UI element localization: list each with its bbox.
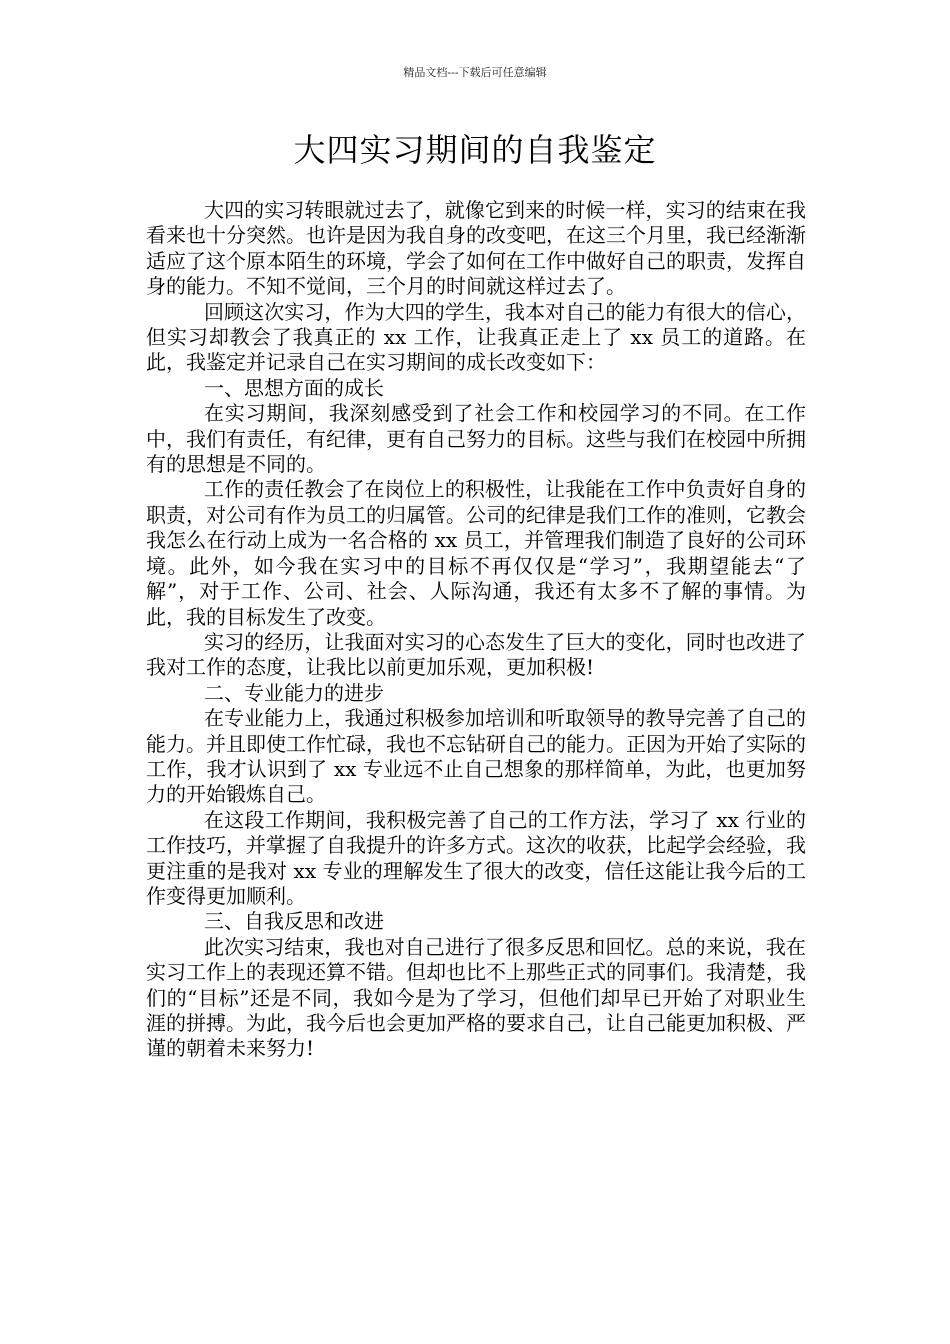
- document-body: [146, 198, 806, 1062]
- paragraph: 此次实习结束，我也对自己进行了很多反思和回忆。总的来说，我在实习工作上的表现还算不错。但却也比不上那些正式的同事们。我清楚，我们的“目标”还是不同，我如今是为了学习，但他们却早已开始了对职业生涯的拼搏。为此，我今后也会更加严格的要求自己，让自己能更加积极、严谨的朝着未来努力!: [146, 934, 806, 1061]
- section-heading: 二、专业能力的进步: [204, 680, 384, 705]
- header-note: 精品文档---下载后可任意编辑: [403, 66, 547, 79]
- paragraph: 在实习期间，我深刻感受到了社会工作和校园学习的不同。在工作中，我们有责任，有纪律，更有自己努力的目标。这些与我们在校园中所拥有的思想是不同的。: [146, 401, 806, 477]
- paragraph: 在这段工作期间，我积极完善了自己的工作方法，学习了 xx 行业的工作技巧，并掌握了自我提升的许多方式。这次的收获，比起学会经验，我更注重的是我对 xx 专业的理解发生了很大的改变，信任这能让我今后的工作变得更加顺利。: [146, 807, 806, 908]
- paragraph: 工作的责任教会了在岗位上的积极性，让我能在工作中负责好自身的职责，对公司有作为员工的归属管。公司的纪律是我们工作的准则，它教会我怎么在行动上成为一名合格的 xx 员工，并管理我们制造了良好的公司环境。此外，如今我在实习中的目标不再仅仅是“学习”，我期望能去“了解”，对于工作、公司、社会、人际沟通，我还有太多不了解的事情。为此，我的目标发生了改变。: [146, 477, 806, 629]
- section-heading: 三、自我反思和改进: [204, 909, 384, 934]
- paragraph: 实习的经历，让我面对实习的心态发生了巨大的变化，同时也改进了我对工作的态度，让我比以前更加乐观，更加积极!: [146, 629, 806, 680]
- section-heading: 一、思想方面的成长: [204, 375, 384, 400]
- paragraph: 在专业能力上，我通过积极参加培训和听取领导的教导完善了自己的能力。并且即使工作忙碌，我也不忘钻研自己的能力。正因为开始了实际的工作，我才认识到了 xx 专业远不止自己想象的那样简单，为此，也更加努力的开始锻炼自己。: [146, 706, 806, 807]
- document-title: 大四实习期间的自我鉴定: [293, 131, 657, 169]
- paragraph: 大四的实习转眼就过去了，就像它到来的时候一样，实习的结束在我看来也十分突然。也许是因为我自身的改变吧，在这三个月里，我已经渐渐适应了这个原本陌生的环境，学会了如何在工作中做好自己的职责，发挥自身的能力。不知不觉间，三个月的时间就这样过去了。: [146, 198, 806, 299]
- paragraph: 回顾这次实习，作为大四的学生，我本对自己的能力有很大的信心，但实习却教会了我真正的 xx 工作，让我真正走上了 xx 员工的道路。在此，我鉴定并记录自己在实习期间的成长改变如下：: [146, 299, 806, 375]
